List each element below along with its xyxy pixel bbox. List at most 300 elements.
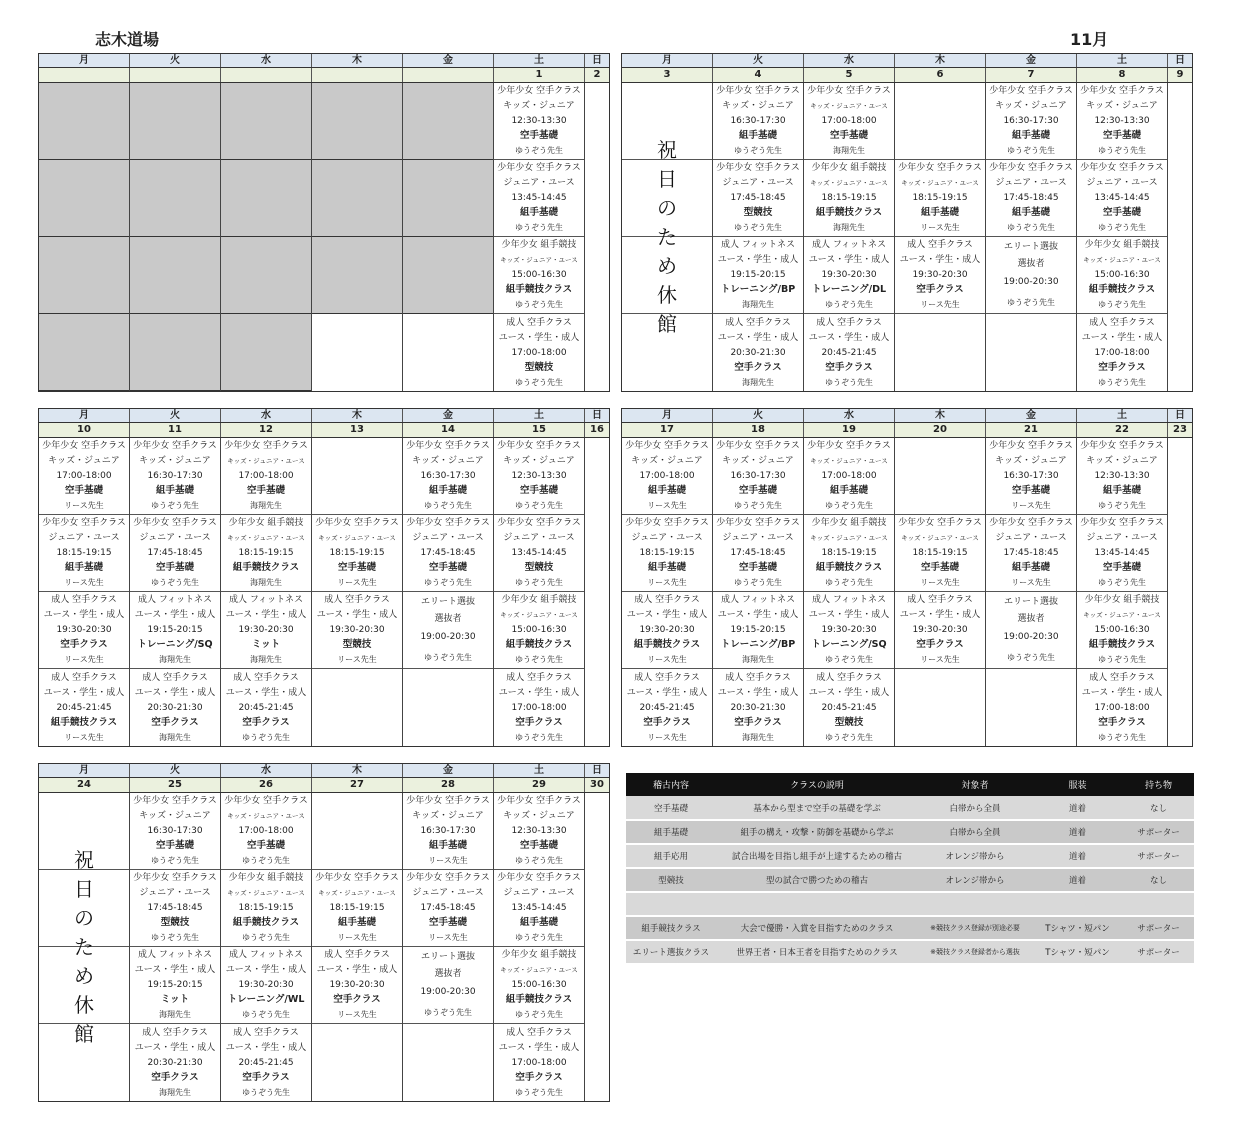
class-target: キッズ・ジュニア <box>139 456 211 467</box>
class-category: 少年少女 空手クラス <box>406 441 490 452</box>
class-slot[interactable] <box>895 515 985 592</box>
class-name: 組手基礎 <box>1011 129 1050 141</box>
instructor: ゆうぞう先生 <box>1098 654 1146 664</box>
class-name: 組手競技クラス <box>50 716 118 728</box>
class-name: 空手基礎 <box>155 839 194 851</box>
legend-items: サポーター <box>1123 940 1194 964</box>
empty-cell <box>130 237 220 314</box>
class-target: ユース・学生・成人 <box>225 610 307 621</box>
weekday-header: 日 <box>592 765 602 776</box>
date-cell <box>39 68 130 82</box>
class-time: 15:00-16:30 <box>1094 269 1150 280</box>
date-cell: 26 <box>221 778 312 792</box>
instructor: リース先生 <box>337 1009 377 1019</box>
class-time: 18:15-19:15 <box>329 547 385 558</box>
class-category: 成人 フィットネス <box>811 595 887 606</box>
class-category: 少年少女 空手クラス <box>989 441 1073 452</box>
legend-description: 大会で優勝・入賞を目指すためのクラス <box>716 916 918 940</box>
class-category: 少年少女 空手クラス <box>497 163 581 174</box>
class-target: キッズ・ジュニア <box>412 811 484 822</box>
legend-row <box>626 940 1194 964</box>
class-category: 少年少女 空手クラス <box>989 518 1073 529</box>
instructor: リース先生 <box>64 732 104 742</box>
class-target: ジュニア・ユース <box>995 533 1067 544</box>
class-time: 16:30-17:30 <box>1003 115 1059 126</box>
legend-row <box>626 892 1194 916</box>
legend-attire: Tシャツ・短パン <box>1032 940 1123 964</box>
class-target: ジュニア・ユース <box>48 533 120 544</box>
class-slot[interactable] <box>986 83 1076 160</box>
class-target: ユース・学生・成人 <box>626 687 708 698</box>
instructor: 海翔先生 <box>742 377 774 387</box>
schedule-body <box>621 438 1193 747</box>
weekday-header: 土 <box>494 764 585 777</box>
legend-items: なし <box>1123 868 1194 892</box>
class-slot[interactable] <box>221 438 311 515</box>
class-slot[interactable] <box>1077 314 1167 391</box>
class-slot[interactable] <box>804 515 894 592</box>
date-cell: 22 <box>1077 423 1168 437</box>
class-name: 組手基礎 <box>519 206 558 218</box>
day-column <box>221 793 312 1101</box>
weekday-header: 月 <box>39 764 130 777</box>
class-slot[interactable] <box>494 1024 584 1101</box>
class-slot[interactable] <box>39 515 129 592</box>
class-time: 18:15-19:15 <box>639 547 695 558</box>
class-slot[interactable] <box>494 438 584 515</box>
weekday-header: 火 <box>713 409 804 422</box>
class-name: トレーニング/SQ <box>811 638 887 650</box>
empty-slot <box>895 438 985 515</box>
class-slot[interactable] <box>1077 515 1167 592</box>
legend-target: ※競技クラス登録者から選抜 <box>918 940 1032 964</box>
class-target: ジュニア・ユース <box>503 178 575 189</box>
class-slot[interactable] <box>713 83 803 160</box>
day-column <box>39 83 130 391</box>
empty-cell <box>130 314 220 391</box>
class-category: 少年少女 空手クラス <box>224 441 308 452</box>
class-time: 18:15-19:15 <box>329 902 385 913</box>
class-slot[interactable] <box>130 793 220 870</box>
class-time: 17:45-18:45 <box>1003 192 1059 203</box>
weekday-header: 金 <box>403 764 494 777</box>
instructor: ゆうぞう先生 <box>515 732 563 742</box>
class-category: 成人 フィットネス <box>811 240 887 251</box>
class-slot[interactable] <box>804 438 894 515</box>
instructor: 海翔先生 <box>250 500 282 510</box>
class-category: 少年少女 空手クラス <box>989 86 1073 97</box>
class-slot[interactable] <box>403 515 493 592</box>
class-slot[interactable] <box>622 515 712 592</box>
class-slot[interactable] <box>1077 237 1167 314</box>
class-category: 少年少女 空手クラス <box>807 86 891 97</box>
class-slot[interactable] <box>986 438 1076 515</box>
closed-char: 日 <box>657 166 677 191</box>
class-target: ユース・学生・成人 <box>134 610 216 621</box>
date-cell <box>130 68 221 82</box>
weekday-header: 金 <box>986 54 1077 67</box>
instructor: 海翔先生 <box>159 1087 191 1097</box>
legend-content: エリート選抜クラス <box>626 940 716 964</box>
class-slot[interactable] <box>713 592 803 669</box>
instructor: ゆうぞう先生 <box>424 500 472 510</box>
class-category: エリート選抜 <box>1003 241 1058 252</box>
class-name: 空手基礎 <box>738 484 777 496</box>
class-name: 空手クラス <box>825 361 873 373</box>
class-time: 17:45-18:45 <box>147 902 203 913</box>
class-time: 18:15-19:15 <box>912 547 968 558</box>
class-target: ユース・学生・成人 <box>134 687 216 698</box>
class-name: 組手競技クラス <box>505 993 573 1005</box>
class-name: 組手競技クラス <box>505 283 573 295</box>
class-slot[interactable] <box>221 793 311 870</box>
class-slot[interactable] <box>1077 438 1167 515</box>
schedule-body <box>38 438 610 747</box>
instructor: リース先生 <box>337 654 377 664</box>
class-slot[interactable] <box>986 515 1076 592</box>
class-target: ユース・学生・成人 <box>498 1042 580 1053</box>
legend-description: 型の試合で勝つための稽古 <box>716 868 918 892</box>
class-slot[interactable] <box>130 870 220 947</box>
legend-header: 服装 <box>1032 773 1123 796</box>
class-slot[interactable] <box>494 947 584 1024</box>
class-slot[interactable] <box>221 947 311 1024</box>
class-slot[interactable] <box>986 160 1076 237</box>
weekday-header: 水 <box>221 764 312 777</box>
weekday-header: 土 <box>1077 54 1168 67</box>
class-category: 成人 空手クラス <box>1089 317 1155 328</box>
class-slot[interactable] <box>130 947 220 1024</box>
class-slot[interactable] <box>221 870 311 947</box>
class-name: 組手競技クラス <box>505 638 573 650</box>
legend-row <box>626 844 1194 868</box>
weekday-header: 木 <box>895 54 986 67</box>
instructor: リース先生 <box>920 577 960 587</box>
date-cell: 16 <box>590 424 604 435</box>
empty-slot <box>895 83 985 160</box>
class-slot[interactable] <box>895 160 985 237</box>
date-cell: 9 <box>1176 69 1184 80</box>
class-name: 組手競技クラス <box>1088 283 1156 295</box>
class-slot[interactable] <box>895 592 985 669</box>
class-time: 16:30-17:30 <box>1003 470 1059 481</box>
date-cell: 25 <box>130 778 221 792</box>
class-category: 少年少女 組手競技 <box>501 950 577 961</box>
class-slot[interactable] <box>1077 592 1167 669</box>
closed-char: の <box>74 905 94 930</box>
class-slot[interactable] <box>804 314 894 391</box>
class-slot[interactable] <box>986 237 1076 314</box>
class-slot[interactable] <box>494 160 584 237</box>
class-slot[interactable] <box>403 947 493 1024</box>
class-category: 少年少女 空手クラス <box>315 518 399 529</box>
class-slot[interactable] <box>130 592 220 669</box>
class-slot[interactable] <box>494 592 584 669</box>
class-slot[interactable] <box>403 592 493 669</box>
class-category: 少年少女 空手クラス <box>625 441 709 452</box>
date-cell: 30 <box>590 779 604 790</box>
class-slot[interactable] <box>713 314 803 391</box>
weekday-header: 月 <box>622 409 713 422</box>
class-time: 12:30-13:30 <box>1094 470 1150 481</box>
class-slot[interactable] <box>312 515 402 592</box>
class-category: 成人 空手クラス <box>506 317 572 328</box>
class-name: 空手基礎 <box>337 561 376 573</box>
class-slot[interactable] <box>804 160 894 237</box>
closed-char: の <box>657 195 677 220</box>
sunday-column <box>585 438 609 746</box>
class-category: 少年少女 組手競技 <box>1084 595 1160 606</box>
class-name: トレーニング/WL <box>227 993 305 1005</box>
class-time: 17:00-18:00 <box>238 825 294 836</box>
class-slot[interactable] <box>713 515 803 592</box>
class-category: 少年少女 空手クラス <box>42 518 126 529</box>
legend-target: オレンジ帯から <box>918 868 1032 892</box>
class-slot[interactable] <box>804 83 894 160</box>
day-column <box>403 83 494 391</box>
legend-target: ※競技クラス登録が別途必要 <box>918 916 1032 940</box>
instructor: リース先生 <box>647 577 687 587</box>
class-category: 少年少女 空手クラス <box>1080 163 1164 174</box>
class-name: 空手クラス <box>60 638 108 650</box>
day-column <box>713 438 804 746</box>
legend-description: 世界王者・日本王者を目指すためのクラス <box>716 940 918 964</box>
class-time: 15:00-16:30 <box>1094 624 1150 635</box>
weekday-header: 水 <box>804 409 895 422</box>
class-time: 17:45-18:45 <box>147 547 203 558</box>
class-time: 20:45-21:45 <box>238 702 294 713</box>
day-column <box>221 83 312 391</box>
class-target: キッズ・ジュニア <box>139 811 211 822</box>
legend-row <box>626 796 1194 820</box>
class-slot[interactable] <box>130 1024 220 1101</box>
class-slot[interactable] <box>221 1024 311 1101</box>
empty-cell <box>403 237 493 314</box>
class-slot[interactable] <box>713 237 803 314</box>
class-slot[interactable] <box>494 83 584 160</box>
week-block <box>38 763 610 1102</box>
class-target: キッズ・ジュニア <box>995 456 1067 467</box>
legend-target <box>918 892 1032 916</box>
class-slot[interactable] <box>221 669 311 746</box>
class-target: ユース・学生・成人 <box>899 610 981 621</box>
class-slot[interactable] <box>403 438 493 515</box>
empty-cell <box>39 83 129 160</box>
class-time: 17:00-18:00 <box>1094 347 1150 358</box>
weekday-header: 日 <box>592 55 602 66</box>
date-cell: 6 <box>895 68 986 82</box>
class-name: 組手競技クラス <box>232 916 300 928</box>
instructor: 海翔先生 <box>833 145 865 155</box>
legend-description: 試合出場を目指し組手が上達するための稽古 <box>716 844 918 868</box>
day-column <box>1077 438 1168 746</box>
instructor: リース先生 <box>64 654 104 664</box>
class-slot[interactable] <box>130 438 220 515</box>
class-category: 成人 空手クラス <box>233 1027 299 1038</box>
date-cell: 28 <box>403 778 494 792</box>
instructor: ゆうぞう先生 <box>515 855 563 865</box>
instructor: ゆうぞう先生 <box>515 500 563 510</box>
instructor: リース先生 <box>428 855 468 865</box>
day-column <box>622 438 713 746</box>
class-target: 選抜者 <box>1017 259 1045 270</box>
empty-slot <box>895 669 985 746</box>
weekday-header: 水 <box>221 54 312 67</box>
class-name: 空手クラス <box>1098 361 1146 373</box>
instructor: ゆうぞう先生 <box>515 377 563 387</box>
instructor: リース先生 <box>1011 500 1051 510</box>
class-target: キッズ・ジュニア・ユース <box>1083 256 1161 265</box>
legend-header: 対象者 <box>918 773 1032 796</box>
class-slot[interactable] <box>1077 160 1167 237</box>
class-category: 少年少女 空手クラス <box>716 441 800 452</box>
class-slot[interactable] <box>312 592 402 669</box>
class-name: 組手基礎 <box>64 561 103 573</box>
class-slot[interactable] <box>1077 83 1167 160</box>
class-name: 空手基礎 <box>1102 206 1141 218</box>
empty-cell <box>130 160 220 237</box>
class-name: 組手基礎 <box>647 561 686 573</box>
class-slot[interactable] <box>39 669 129 746</box>
legend-target: オレンジ帯から <box>918 844 1032 868</box>
class-time: 19:15-20:15 <box>147 979 203 990</box>
schedule-body <box>621 83 1193 392</box>
class-slot[interactable] <box>986 592 1076 669</box>
class-name: 組手基礎 <box>1102 484 1141 496</box>
class-category: 少年少女 組手競技 <box>501 595 577 606</box>
class-name: 空手クラス <box>734 361 782 373</box>
class-target: キッズ・ジュニア・ユース <box>318 889 396 898</box>
class-slot[interactable] <box>804 592 894 669</box>
legend-items: サポーター <box>1123 844 1194 868</box>
class-slot[interactable] <box>494 870 584 947</box>
class-target: ユース・学生・成人 <box>899 255 981 266</box>
class-slot[interactable] <box>713 438 803 515</box>
class-target: キッズ・ジュニア <box>503 456 575 467</box>
schedule-body <box>38 793 610 1102</box>
class-slot[interactable] <box>39 592 129 669</box>
class-name: 組手競技クラス <box>633 638 701 650</box>
class-time: 19:30-20:30 <box>329 979 385 990</box>
class-target: ユース・学生・成人 <box>1081 687 1163 698</box>
class-slot[interactable] <box>804 237 894 314</box>
class-slot[interactable] <box>403 793 493 870</box>
class-slot[interactable] <box>130 669 220 746</box>
day-column <box>130 438 221 746</box>
instructor: リース先生 <box>647 500 687 510</box>
class-slot[interactable] <box>130 515 220 592</box>
class-time: 17:00-18:00 <box>1094 702 1150 713</box>
date-cell <box>221 68 312 82</box>
class-time: 20:45-21:45 <box>821 347 877 358</box>
day-column <box>895 83 986 391</box>
class-slot[interactable] <box>713 669 803 746</box>
closed-char: 祝 <box>74 847 94 872</box>
class-slot[interactable] <box>403 870 493 947</box>
legend-items: なし <box>1123 796 1194 820</box>
legend-content: 空手基礎 <box>626 796 716 820</box>
class-slot[interactable] <box>622 592 712 669</box>
class-category: 少年少女 空手クラス <box>133 873 217 884</box>
class-category: 少年少女 空手クラス <box>133 518 217 529</box>
class-slot[interactable] <box>494 793 584 870</box>
class-slot[interactable] <box>221 592 311 669</box>
instructor: 海翔先生 <box>742 654 774 664</box>
day-column <box>1077 83 1168 391</box>
class-slot[interactable] <box>494 237 584 314</box>
class-name: 組手基礎 <box>428 839 467 851</box>
class-time: 16:30-17:30 <box>147 470 203 481</box>
legend-row <box>626 916 1194 940</box>
class-name: ミット <box>160 993 190 1005</box>
empty-cell <box>39 160 129 237</box>
date-cell: 4 <box>713 68 804 82</box>
day-column <box>895 438 986 746</box>
class-category: 成人 空手クラス <box>142 1027 208 1038</box>
class-category: 少年少女 組手競技 <box>228 873 304 884</box>
legend-target: 白帯から全員 <box>918 796 1032 820</box>
class-target: ユース・学生・成人 <box>808 332 890 343</box>
weekday-header: 木 <box>312 409 403 422</box>
class-category: 成人 空手クラス <box>907 240 973 251</box>
class-time: 19:00-20:30 <box>420 631 476 642</box>
class-name: 型競技 <box>524 361 554 373</box>
class-slot[interactable] <box>39 438 129 515</box>
class-time: 12:30-13:30 <box>511 115 567 126</box>
legend-description: 組手の構え・攻撃・防御を基礎から学ぶ <box>716 820 918 844</box>
class-slot[interactable] <box>221 515 311 592</box>
class-slot[interactable] <box>494 314 584 391</box>
class-slot[interactable] <box>804 669 894 746</box>
instructor: ゆうぞう先生 <box>242 855 290 865</box>
empty-cell <box>39 237 129 314</box>
class-category: 少年少女 空手クラス <box>406 518 490 529</box>
instructor: リース先生 <box>64 500 104 510</box>
class-target: キッズ・ジュニア・ユース <box>1083 611 1161 620</box>
class-time: 13:45-14:45 <box>511 192 567 203</box>
weekday-header: 金 <box>403 409 494 422</box>
class-name: 型競技 <box>342 638 372 650</box>
weekday-header: 月 <box>39 409 130 422</box>
class-name: 空手基礎 <box>1102 561 1141 573</box>
week-block <box>38 408 610 747</box>
class-slot[interactable] <box>622 669 712 746</box>
class-time: 15:00-16:30 <box>511 624 567 635</box>
day-column <box>312 83 403 391</box>
class-slot[interactable] <box>713 160 803 237</box>
empty-slot <box>312 314 402 391</box>
class-slot[interactable] <box>494 515 584 592</box>
day-column <box>622 83 713 391</box>
class-name: 組手基礎 <box>155 484 194 496</box>
class-slot[interactable] <box>622 438 712 515</box>
class-slot[interactable] <box>1077 669 1167 746</box>
class-category: エリート選抜 <box>420 596 475 607</box>
date-cell: 27 <box>312 778 403 792</box>
class-time: 19:00-20:30 <box>420 986 476 997</box>
empty-slot <box>895 314 985 391</box>
schedule-body <box>38 83 610 392</box>
class-slot[interactable] <box>312 947 402 1024</box>
class-slot[interactable] <box>895 237 985 314</box>
class-slot[interactable] <box>312 870 402 947</box>
class-time: 17:00-18:00 <box>821 470 877 481</box>
instructor: ゆうぞう先生 <box>1098 732 1146 742</box>
date-cell: 5 <box>804 68 895 82</box>
instructor: ゆうぞう先生 <box>734 145 782 155</box>
class-slot[interactable] <box>494 669 584 746</box>
class-name: 空手基礎 <box>829 129 868 141</box>
